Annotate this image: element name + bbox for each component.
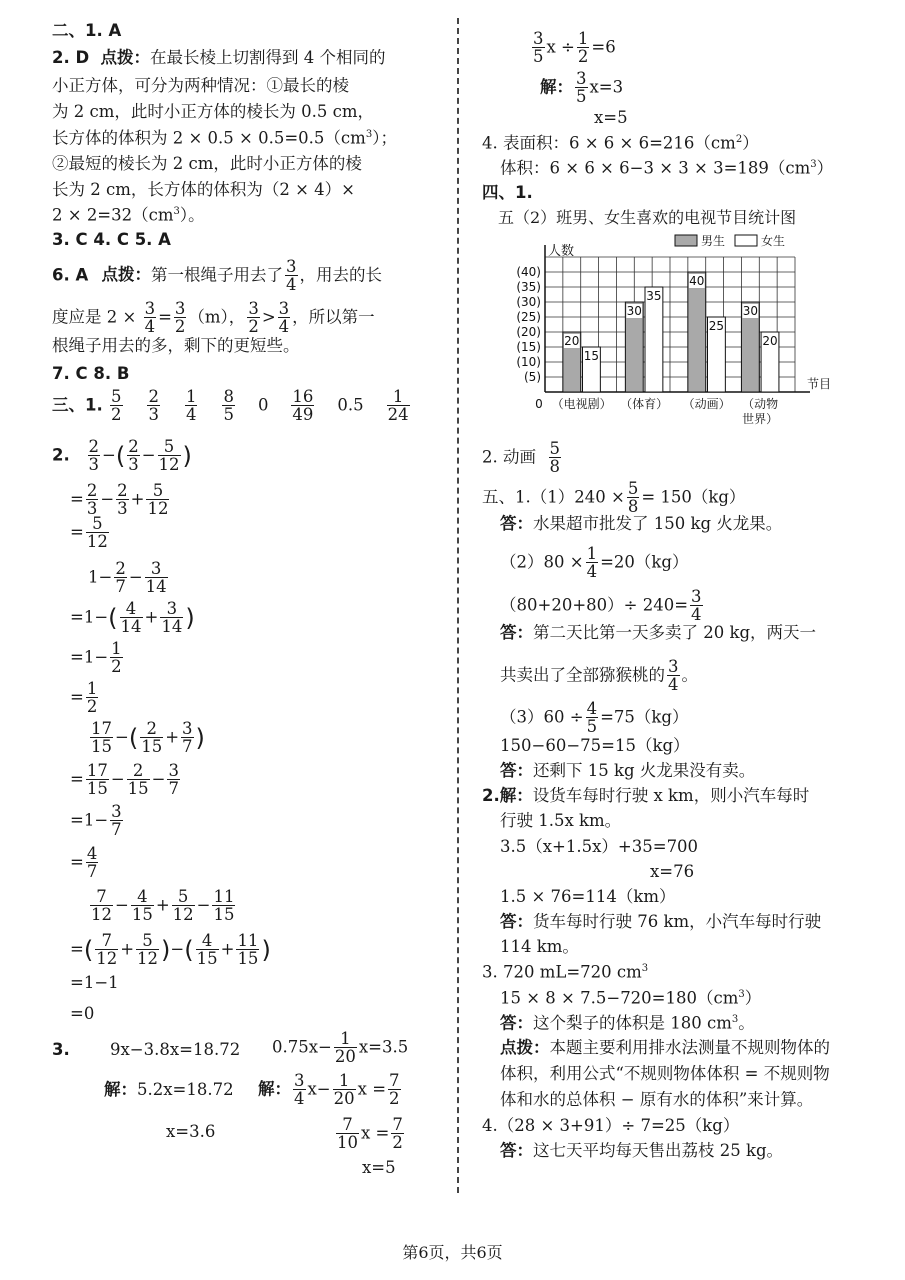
bar-value-label: 40 [689, 274, 705, 288]
text: 长方体的体积为 2 × 0.5 × 0.5=0.5（cm [52, 128, 366, 148]
answer-3-1 [52, 388, 412, 424]
bar-value-label: 30 [742, 304, 758, 318]
bar-boys [688, 272, 706, 392]
fraction: $\frac{4}{7}$ [86, 844, 98, 882]
answer-2-2-line6: 长为 2 cm，长方体的体积为（2 × 4）× [52, 180, 356, 199]
answer-5-3-line2: $15 \times 8 \times 7.5-720=180(cm^3)$ [500, 988, 762, 1008]
answer-5-2-line3: 3.5（x+1.5x）+35=700 [500, 837, 699, 856]
y-tick-label: (5) [524, 370, 541, 384]
answer-label: 答： [500, 761, 533, 780]
text: 第一根绳子用去了 [151, 265, 284, 285]
y-tick-label: (20) [516, 325, 541, 339]
y-tick-label: (30) [516, 295, 541, 309]
fraction: $\frac{1}{2}$ [577, 29, 589, 67]
fraction: $\frac{7}{12}$ [91, 887, 112, 925]
answer-4-area: 4. 表面积：$6 \times 6 \times 6=216(cm^2)$ [482, 133, 759, 153]
answer-5-1-2b: （80+20+80）÷ 240= $\frac{3}{4}$ [500, 587, 702, 625]
fraction: $\frac{7}{12}$ [96, 931, 118, 969]
fraction: $\frac{7}{10}$ [337, 1115, 358, 1153]
calc-4-line2: =( $\frac{7}{12}$ + $\frac{5}{12}$ )−( $\frac{4}{15}$ + $\frac{11}{15}$ ) [70, 931, 271, 969]
answer-5-2-line2: 行驶 1.5x km。 [500, 811, 622, 830]
bar-value-label: 20 [564, 334, 580, 348]
text: （m）， [188, 307, 246, 327]
y-tick-label: (40) [516, 265, 541, 279]
fraction: $\frac{4}{5}$ [586, 699, 598, 737]
answer-5-3-tip-line3: 体和水的总体积 − 原有水的体积”来计算。 [500, 1090, 814, 1109]
calc-3-line3: =1− $\frac{3}{7}$ [70, 802, 122, 840]
text: 0.5 [337, 395, 364, 415]
answer-2-6-line3: 根绳子用去的多，剩下的更短些。 [52, 336, 300, 355]
answer-2-2-line3: 为 2 cm，此时小正方体的棱长为 0.5 cm， [52, 102, 374, 121]
answer-2-2-line2: 小正方体，可分为两种情况：①最长的棱 [52, 76, 349, 95]
fraction: $\frac{3}{14}$ [145, 559, 167, 597]
calc-3-line4: = $\frac{4}{7}$ [70, 844, 98, 882]
calc-4-line3: =1−1 [70, 973, 119, 992]
y-axis-label: 人数 [548, 244, 575, 259]
y-tick-label: (10) [516, 355, 541, 369]
fraction: $\frac{2}{3}$ [148, 387, 159, 425]
text: ，用去的长 [299, 265, 383, 285]
fraction: $\frac{2}{3}$ [86, 481, 98, 519]
fraction: $\frac{3}{2}$ [248, 299, 259, 337]
fraction: $\frac{7}{2}$ [389, 1071, 400, 1109]
fraction: $\frac{2}{15}$ [127, 761, 149, 799]
answer-label: 2. [482, 786, 500, 805]
bar-value-label: 15 [583, 349, 600, 363]
bar-value-label: 30 [626, 304, 642, 318]
fraction: $\frac{3}{7}$ [111, 802, 122, 840]
answer-label: 答： [500, 1141, 533, 1160]
category-label: （体育） [620, 397, 669, 411]
answer-label: 三、1. [52, 395, 103, 415]
answer-5-4-ans: 答：这七天平均每天售出荔枝 25 kg。 [500, 1141, 784, 1160]
legend-label: 男生 [701, 234, 726, 248]
fraction: $\frac{2}{15}$ [141, 719, 163, 757]
bar-value-label: 20 [762, 334, 778, 348]
fraction: $\frac{17}{15}$ [91, 719, 112, 757]
bar-value-label: 35 [646, 289, 662, 303]
fraction: $\frac{1}{2}$ [86, 679, 98, 717]
equation-c-line1: $\frac{3}{5}$ x ÷ $\frac{1}{2}$ =6 [533, 29, 616, 67]
answer-5-1-3: （3）60 ÷ $\frac{4}{5}$ =75（kg） [500, 699, 689, 737]
x-axis-label: 节目 [807, 377, 832, 391]
calc-2-line1: 1− $\frac{2}{7}$ − $\frac{3}{14}$ [88, 559, 167, 597]
answer-label: 答： [500, 514, 533, 533]
answer-label: 6. A [52, 265, 89, 285]
equation-a-line3: x=3.6 [166, 1122, 216, 1141]
fraction: $\frac{1}{4}$ [185, 387, 197, 425]
category-label: 世界） [742, 412, 779, 426]
page-footer: 第6页，共6页 [402, 1243, 503, 1262]
tip-label: 点拨： [101, 265, 152, 285]
section-4-1: 四、1. [482, 183, 533, 202]
fraction: $\frac{5}{12}$ [86, 514, 108, 552]
column-divider [457, 18, 459, 1193]
text: 0 [257, 395, 269, 415]
chart-labels [516, 243, 831, 426]
equation-a-line2: 解：5.2x=18.72 [104, 1080, 234, 1099]
answer-2-3-5: 3. C 4. C 5. A [52, 230, 171, 249]
answer-5-3-tip-line2: 体积，利用公式“不规则物体体积 = 不规则物 [500, 1064, 830, 1083]
answer-5-1-2-ans-line1: 答：第二天比第一天多卖了 20 kg，两天一 [500, 623, 817, 642]
fraction: $\frac{3}{4}$ [144, 299, 156, 337]
tip-label: 点拨： [500, 1038, 550, 1057]
category-label: （电视剧） [551, 397, 612, 411]
tip-label: 点拨： [100, 48, 150, 67]
fraction: $\frac{4}{15}$ [131, 887, 153, 925]
fraction: $\frac{3}{7}$ [168, 761, 179, 799]
answer-2-6-line1 [52, 258, 382, 294]
origin-label: 0 [535, 397, 543, 411]
answer-2-1: 二、1. A [52, 21, 122, 40]
fraction: $\frac{3}{5}$ [533, 29, 544, 67]
chart-title: 五（2）班男、女生喜欢的电视节目统计图 [498, 208, 797, 227]
answer-4-volume: 体积：$6 \times 6 \times 6-3 \times 3 \times 3=189(cm^3)$ [500, 158, 834, 178]
fraction: $\frac{2}{3}$ [128, 437, 139, 475]
equation-b-line1: 0.75x− $\frac{1}{20}$ x=3.5 [272, 1029, 409, 1067]
fraction: $\frac{5}{8}$ [627, 479, 639, 517]
fraction: $\frac{4}{15}$ [196, 931, 218, 969]
answer-2-2-line5: ②最短的棱长为 2 cm，此时小正方体的棱 [52, 154, 362, 173]
answer-2-6-line2 [52, 300, 375, 336]
answer-label: 答： [500, 623, 533, 642]
fraction: $\frac{5}{8}$ [549, 439, 560, 477]
bar-chart [500, 232, 860, 432]
calc-1-line3: = $\frac{5}{12}$ [70, 514, 108, 552]
fraction: $\frac{7}{2}$ [392, 1115, 403, 1153]
bar-value-label: 25 [708, 319, 725, 333]
y-tick-label: (25) [516, 310, 541, 324]
calc-1-line1: 2. $\frac{2}{3}$ −( $\frac{2}{3}$ − $\frac{5}{12}$ ) [52, 437, 192, 475]
calc-2-line4: = $\frac{1}{2}$ [70, 679, 98, 717]
calc-3-line2: = $\frac{17}{15}$ − $\frac{2}{15}$ − $\frac{3}{7}$ [70, 761, 179, 799]
answer-5-1-2-ans-line2: 共卖出了全部猕猴桃的 $\frac{3}{4}$ 。 [500, 657, 698, 695]
equation-c-line3: x=5 [594, 108, 628, 127]
answer-label: 2. [52, 445, 70, 465]
legend-swatch [675, 235, 697, 246]
fraction: $\frac{3}{4}$ [668, 657, 679, 695]
fraction: $\frac{11}{15}$ [213, 887, 235, 925]
y-tick-label: (35) [516, 280, 541, 294]
legend-swatch [735, 235, 757, 246]
answer-5-2-line5: 1.5 × 76=114（km） [500, 887, 676, 906]
text: > [261, 307, 276, 327]
answer-5-1-3-ans: 答：还剩下 15 kg 火龙果没有卖。 [500, 761, 756, 780]
fraction: $\frac{3}{4}$ [294, 1071, 305, 1109]
section-4-2: 2. 动画 $\frac{5}{8}$ [482, 439, 560, 477]
fraction: $\frac{5}{2}$ [111, 387, 122, 425]
calc-2-line2: =1−( $\frac{4}{14}$ + $\frac{3}{14}$ ) [70, 599, 195, 637]
answer-5-1-1: 五、1.（1）240 × $\frac{5}{8}$ = 150（kg） [482, 479, 746, 517]
answer-5-1-3b: 150−60−75=15（kg） [500, 736, 690, 755]
equation-b-line4: x=5 [362, 1158, 396, 1177]
fraction: $\frac{5}{12}$ [172, 887, 194, 925]
equation-c-line2: 解： $\frac{3}{5}$ x=3 [540, 69, 624, 107]
superscript: 3 [365, 129, 373, 140]
answer-5-3-ans: 答：这个梨子的体积是 180 $cm^3$。 [500, 1013, 755, 1033]
answer-label: 2. D [52, 48, 90, 67]
equation-b-line3: $\frac{7}{10}$ x = $\frac{7}{2}$ [337, 1115, 403, 1153]
fraction: $\frac{1}{20}$ [333, 1071, 355, 1109]
answer-5-2-line4: x=76 [650, 862, 695, 881]
answer-2-2-line4 [52, 130, 397, 147]
fraction: $\frac{1}{4}$ [586, 544, 598, 582]
fraction: $\frac{1}{20}$ [334, 1029, 356, 1067]
text: 2 × 2=32（cm [52, 205, 174, 225]
answer-5-2-ans-line1: 答：货车每时行驶 76 km，小汽车每时行驶 [500, 912, 822, 931]
solve-label: 解： [104, 1080, 137, 1099]
fraction: $\frac{2}{3}$ [117, 481, 128, 519]
solve-label: 解： [258, 1079, 291, 1099]
text: 在最长棱上切割得到 4 个相同的 [149, 48, 386, 67]
fraction: $\frac{1}{2}$ [111, 639, 122, 677]
text: ）； [372, 128, 397, 148]
fraction: $\frac{4}{14}$ [120, 599, 142, 637]
equation-a-line1: 9x−3.8x=18.72 [110, 1040, 241, 1059]
solve-label: 解： [499, 786, 533, 805]
fraction: $\frac{2}{3}$ [88, 437, 99, 475]
fraction: $\frac{3}{4}$ [286, 257, 297, 295]
fraction: $\frac{3}{2}$ [174, 299, 186, 337]
answer-2-2-line7 [52, 207, 205, 224]
answer-label: 3. [52, 1040, 70, 1059]
answer-5-2-ans-line2: 114 km。 [500, 937, 579, 956]
calc-2-line3: =1− $\frac{1}{2}$ [70, 639, 122, 677]
fraction: $\frac{3}{5}$ [576, 69, 587, 107]
solve-label: 解： [540, 77, 573, 97]
answer-5-4-line1: 4.（28 × 3+91）÷ 7=25（kg） [482, 1116, 740, 1135]
legend-label: 女生 [761, 234, 786, 248]
calc-4-line4: =0 [70, 1004, 95, 1023]
answer-5-2-line1: 2.解：设货车每时行驶 x km，则小汽车每时 [482, 786, 810, 805]
fraction: $\frac{3}{14}$ [161, 599, 183, 637]
fraction: $\frac{17}{15}$ [86, 761, 108, 799]
text: ）。 [179, 205, 205, 225]
y-tick-label: (15) [516, 340, 541, 354]
fraction: $\frac{5}{12}$ [158, 437, 180, 475]
fraction: $\frac{3}{4}$ [278, 299, 290, 337]
category-label: （动物 [742, 397, 779, 411]
text: = [158, 307, 172, 327]
fraction: $\frac{2}{7}$ [115, 559, 126, 597]
text: ，所以第一 [292, 307, 375, 327]
fraction: $\frac{5}{12}$ [137, 931, 159, 969]
answer-label: 答： [500, 912, 533, 931]
fraction: $\frac{11}{15}$ [237, 931, 259, 969]
fraction: $\frac{3}{4}$ [691, 587, 702, 625]
answer-5-3-tip-line1: 点拨：本题主要利用排水法测量不规则物体的 [500, 1038, 830, 1057]
answer-label: 答： [500, 1013, 533, 1033]
calc-1-line2: = $\frac{2}{3}$ − $\frac{2}{3}$ + $\frac{5}{12}$ [70, 481, 169, 519]
answer-2-7-8: 7. C 8. B [52, 364, 130, 383]
answer-5-3-line1: 3. 720 mL=720 $cm^3$ [482, 962, 649, 982]
chart-legend [675, 233, 785, 248]
fraction: $\frac{8}{5}$ [223, 387, 234, 425]
answer-5-1-2: （2）80 × $\frac{1}{4}$ =20（kg） [500, 544, 689, 582]
fraction: $\frac{1}{24}$ [387, 387, 409, 425]
fraction: $\frac{16}{49}$ [292, 387, 314, 425]
calc-4-line1: $\frac{7}{12}$ − $\frac{4}{15}$ + $\frac{5}{12}$ − $\frac{11}{15}$ [91, 887, 235, 925]
answer-5-1-1-ans: 答：水果超市批发了 150 kg 火龙果。 [500, 514, 783, 533]
fraction: $\frac{5}{12}$ [147, 481, 169, 519]
equation-b-line2: 解： $\frac{3}{4}$ x− $\frac{1}{20}$ x = $\frac{7}{2}$ [258, 1071, 400, 1109]
superscript: 3 [173, 206, 180, 217]
text: 度应是 2 × [52, 307, 137, 327]
calc-3-line1: $\frac{17}{15}$ −( $\frac{2}{15}$ + $\frac{3}{7}$ ) [91, 719, 205, 757]
category-label: （动画） [682, 397, 731, 411]
fraction: $\frac{3}{7}$ [182, 719, 193, 757]
answer-2-2-line1 [52, 50, 385, 67]
